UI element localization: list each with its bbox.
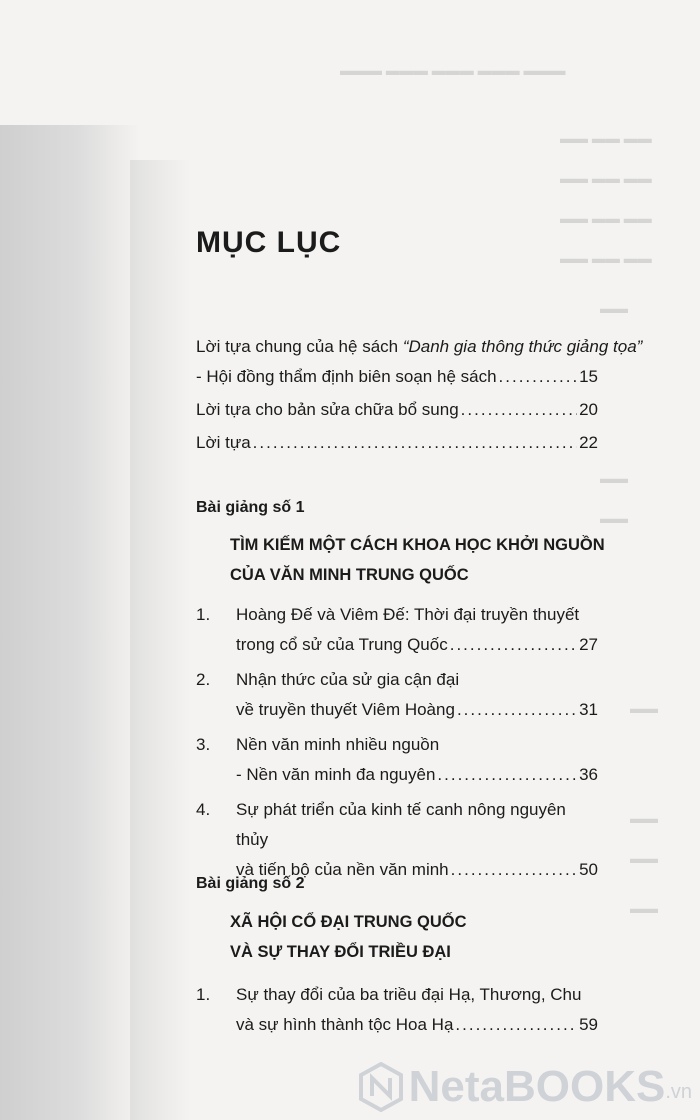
page-number: 20 bbox=[579, 400, 598, 419]
toc-entry-line bbox=[236, 1010, 598, 1040]
lecture-heading-line: CỦA VĂN MINH TRUNG QUỐC bbox=[230, 566, 469, 584]
toc-entry-text: Hoàng Đế và Viêm Đế: Thời đại truyền thuyết bbox=[236, 605, 580, 624]
toc-entry-revised-preface[interactable] bbox=[196, 395, 598, 425]
page-number: 36 bbox=[579, 765, 598, 784]
toc-entry-text: - Hội đồng thẩm định biên soạn hệ sách bbox=[196, 367, 497, 386]
lecture-label: Bài giảng số 2 bbox=[196, 875, 305, 892]
dot-leader bbox=[253, 428, 577, 458]
toc-entry-line bbox=[236, 695, 598, 725]
dot-leader bbox=[450, 630, 577, 660]
lecture-label: Bài giảng số 1 bbox=[196, 499, 305, 516]
series-title: “Danh gia thông thức giảng tọa” bbox=[402, 337, 643, 356]
watermark-brand: NetaBOOKS bbox=[408, 1062, 666, 1111]
toc-entry[interactable] bbox=[196, 665, 598, 725]
toc-entry-text: - Nền văn minh đa nguyên bbox=[236, 765, 436, 784]
toc-entry-text: về truyền thuyết Viêm Hoàng bbox=[236, 700, 455, 719]
netabooks-logo-icon bbox=[359, 1062, 403, 1112]
lecture-heading bbox=[230, 530, 610, 590]
toc-entry[interactable] bbox=[196, 795, 598, 885]
toc-entry[interactable] bbox=[196, 600, 598, 660]
page-number: 22 bbox=[579, 433, 598, 452]
toc-entry[interactable] bbox=[196, 980, 598, 1040]
toc-entry-text: Lời tựa chung của hệ sách bbox=[196, 337, 403, 356]
toc-entry-text: Lời tựa bbox=[196, 433, 251, 452]
lecture-heading-line: VÀ SỰ THAY ĐỔI TRIỀU ĐẠI bbox=[230, 943, 451, 961]
dot-leader bbox=[455, 1010, 577, 1040]
toc-entry-text: và tiến bộ của nền văn minh bbox=[236, 860, 449, 879]
toc-entry-line bbox=[236, 760, 598, 790]
dot-leader bbox=[461, 395, 577, 425]
toc-entry-line bbox=[196, 362, 598, 392]
toc-entry-preface[interactable] bbox=[196, 428, 598, 458]
page-number: 31 bbox=[579, 700, 598, 719]
netabooks-watermark bbox=[359, 1062, 692, 1112]
dot-leader bbox=[499, 362, 578, 392]
item-number: 3. bbox=[196, 735, 211, 754]
page-number: 59 bbox=[579, 1015, 598, 1034]
item-number: 4. bbox=[196, 800, 211, 819]
toc-entry-text: Sự thay đổi của ba triều đại Hạ, Thương, Chu bbox=[236, 985, 582, 1004]
toc-entry-general-preface[interactable] bbox=[196, 332, 643, 392]
page-number: 27 bbox=[579, 635, 598, 654]
toc-entry-text: và sự hình thành tộc Hoa Hạ bbox=[236, 1015, 454, 1034]
item-number: 1. bbox=[196, 985, 211, 1004]
lecture-heading-line: TÌM KIẾM MỘT CÁCH KHOA HỌC KHỞI NGUỒN bbox=[230, 536, 605, 554]
dot-leader bbox=[451, 855, 577, 885]
toc-entry-text: Nền văn minh nhiều nguồn bbox=[236, 735, 440, 754]
lecture-heading-line: XÃ HỘI CỔ ĐẠI TRUNG QUỐC bbox=[230, 913, 467, 931]
bleed-through-background: ▬▬▬ ▬▬▬ ▬▬▬ ▬▬▬ ▬▬▬ ▬▬ ▬▬ ▬▬ ▬▬ ▬▬ ▬▬ ▬▬ ▬▬ ▬▬ ▬▬ ▬▬ ▬▬ ▬▬ ▬▬ ▬▬ ▬▬ ▬▬ ▬▬ ▬▬ bbox=[340, 62, 658, 916]
toc-entry-line bbox=[196, 332, 643, 362]
toc-entry-text: Sự phát triển của kinh tế canh nông nguyên thủy bbox=[236, 800, 566, 849]
dot-leader bbox=[457, 695, 577, 725]
toc-title: MỤC LỤC bbox=[196, 226, 342, 259]
item-number: 2. bbox=[196, 670, 211, 689]
toc-entry-text: trong cổ sử của Trung Quốc bbox=[236, 635, 448, 654]
page-number: 50 bbox=[579, 860, 598, 879]
toc-entry-line bbox=[236, 630, 598, 660]
toc-entry-text: Nhận thức của sử gia cận đại bbox=[236, 670, 460, 689]
watermark-suffix: .vn bbox=[665, 1081, 692, 1103]
toc-entry-text: Lời tựa cho bản sửa chữa bổ sung bbox=[196, 400, 459, 419]
item-number: 1. bbox=[196, 605, 211, 624]
lecture-heading bbox=[230, 907, 610, 967]
dot-leader bbox=[437, 760, 577, 790]
toc-entry[interactable] bbox=[196, 730, 598, 790]
page-number: 15 bbox=[579, 367, 598, 386]
